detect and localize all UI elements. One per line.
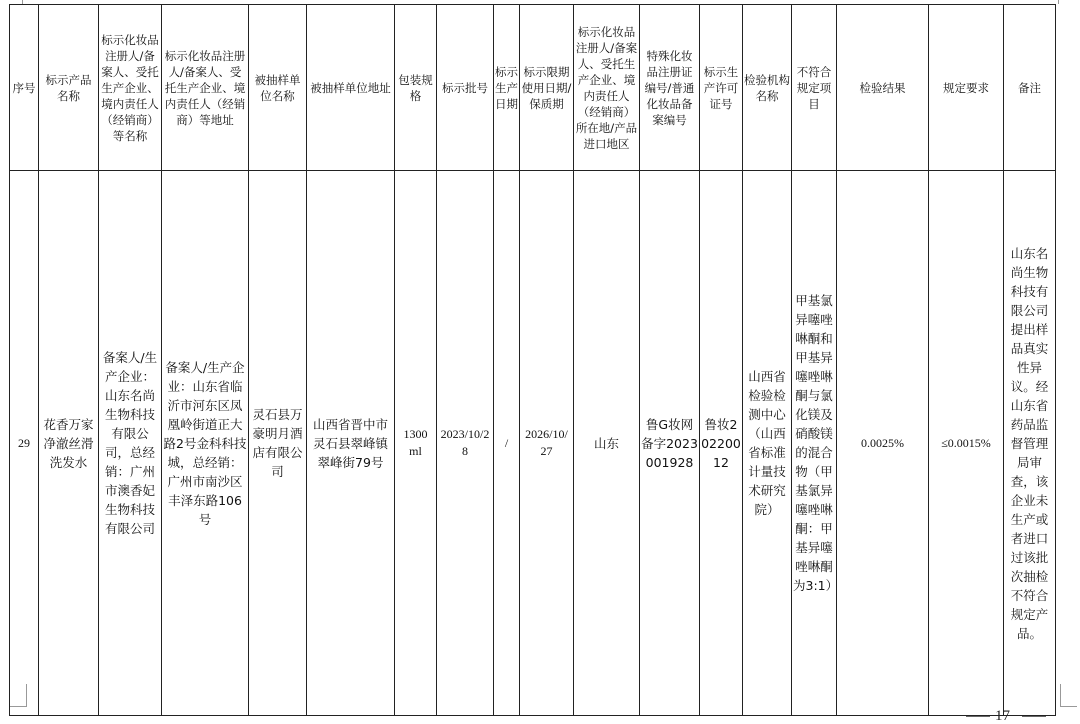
header-production-date: 标示生产日期 — [494, 5, 520, 171]
header-serial-number: 序号 — [10, 5, 39, 171]
table-row — [10, 171, 1056, 716]
cell-sampled-unit-address: 山西省晋中市灵石县翠峰镇翠峰街79号 — [307, 171, 395, 716]
header-registrant-name: 标示化妆品注册人/备案人、受托生产企业、境内责任人（经销商）等名称 — [99, 5, 162, 171]
crop-mark-top-right — [1058, 0, 1071, 4]
header-sampled-unit-name: 被抽样单位名称 — [249, 5, 307, 171]
cell-requirement: ≤0.0015% — [929, 171, 1004, 716]
inspection-table — [9, 4, 1056, 716]
page-number-dash-left — [966, 716, 990, 717]
cell-sampled-unit-name: 灵石县万豪明月酒店有限公司 — [249, 171, 307, 716]
header-package-spec: 包装规格 — [395, 5, 437, 171]
header-test-result: 检验结果 — [837, 5, 929, 171]
header-sampled-unit-address: 被抽样单位地址 — [307, 5, 395, 171]
cell-testing-agency: 山西省检验检测中心（山西省标准计量技术研究院） — [743, 171, 792, 716]
header-license-number: 标示生产许可证号 — [700, 5, 743, 171]
cell-remarks: 山东名尚生物科技有限公司提出样品真实性异议。经山东省药品监督管理局审查，该企业未生产或者进口过该批次抽检不符合规定产品。 — [1004, 171, 1056, 716]
cell-registrant-name: 备案人/生产企业：山东名尚生物科技有限公司，总经销：广州市澳香妃生物科技有限公司 — [99, 171, 162, 716]
header-origin-region: 标示化妆品注册人/备案人、受托生产企业、境内责任人（经销商）所在地/产品进口地区 — [574, 5, 640, 171]
header-nonconforming-item: 不符合规定项目 — [792, 5, 837, 171]
cell-batch-number: 2023/10/28 — [437, 171, 494, 716]
cell-serial-number: 29 — [10, 171, 39, 716]
header-remarks: 备注 — [1004, 5, 1056, 171]
crop-mark-top-left — [10, 0, 23, 4]
page-number: 17 — [995, 708, 1010, 724]
cell-test-result: 0.0025% — [837, 171, 929, 716]
cell-license-number: 鲁妆20220012 — [700, 171, 743, 716]
cell-nonconforming-item: 甲基氯异噻唑啉酮和甲基异噻唑啉酮与氯化镁及硝酸镁的混合物（甲基氯异噻唑啉酮：甲基异噻唑啉酮为3:1） — [792, 171, 837, 716]
cell-origin-region: 山东 — [574, 171, 640, 716]
crop-mark-bottom-left — [10, 684, 27, 707]
header-requirement: 规定要求 — [929, 5, 1004, 171]
cell-product-name: 花香万家净澈丝滑洗发水 — [39, 171, 99, 716]
header-testing-agency: 检验机构名称 — [743, 5, 792, 171]
cell-registration-number: 鲁G妆网备字2023001928 — [640, 171, 700, 716]
cell-expiry-date: 2026/10/27 — [520, 171, 574, 716]
cell-registrant-address: 备案人/生产企业：山东省临沂市河东区凤凰岭街道正大路2号金科科技城，总经销：广州市南沙区丰泽东路106号 — [162, 171, 249, 716]
cell-production-date: / — [494, 171, 520, 716]
crop-mark-bottom-right — [1060, 684, 1077, 707]
header-expiry-date: 标示限期使用日期/保质期 — [520, 5, 574, 171]
page-number-dash-right — [1022, 716, 1046, 717]
header-registrant-address: 标示化妆品注册人/备案人、受托生产企业、境内责任人（经销商）等地址 — [162, 5, 249, 171]
cell-package-spec: 1300ml — [395, 171, 437, 716]
header-product-name: 标示产品名称 — [39, 5, 99, 171]
header-row — [10, 5, 1056, 171]
header-registration-number: 特殊化妆品注册证编号/普通化妆品备案编号 — [640, 5, 700, 171]
header-batch-number: 标示批号 — [437, 5, 494, 171]
